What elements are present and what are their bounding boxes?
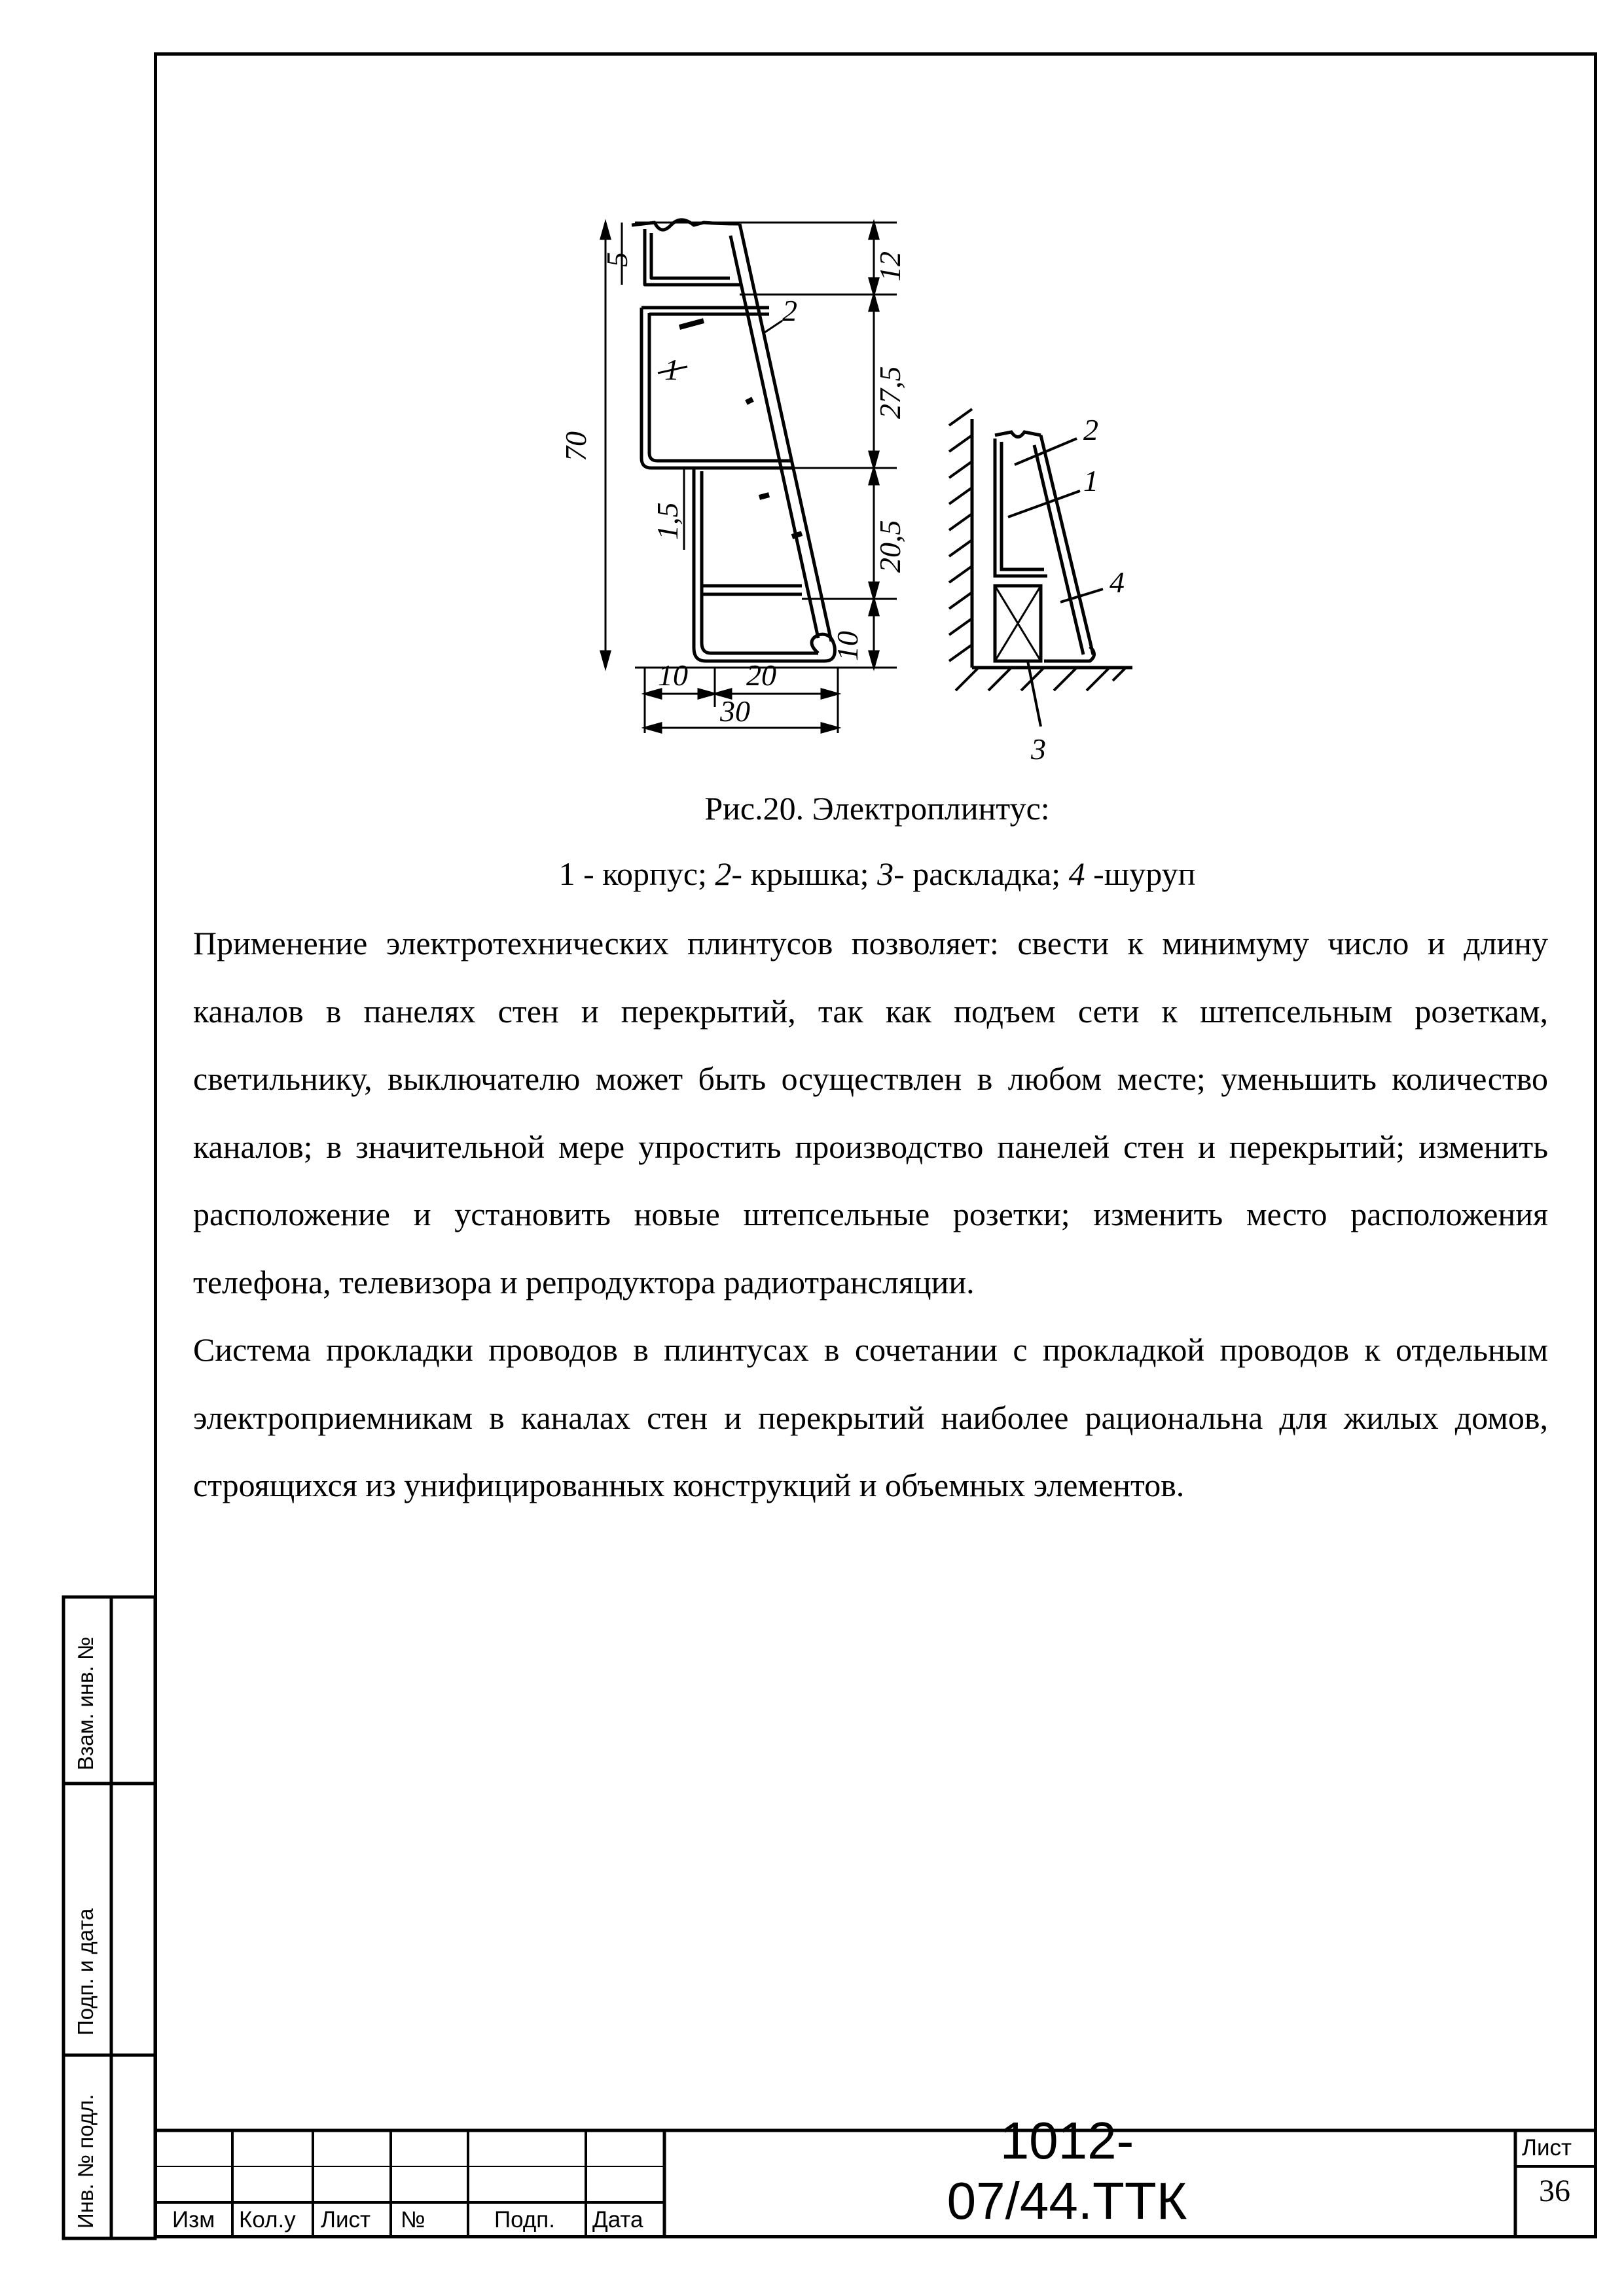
dim-12: 12 <box>873 251 907 281</box>
dim-27-5: 27,5 <box>873 366 907 419</box>
stamp-data: Дата <box>592 2207 643 2233</box>
inst-label-4: 4 <box>1110 565 1125 599</box>
dim-70: 70 <box>559 431 592 461</box>
legend-text-3: - раскладка; <box>893 855 1069 892</box>
document-code: 1012-07/44.ТТК <box>947 2111 1187 2230</box>
legend-num-2: 2 <box>715 855 732 892</box>
stamp-num: № <box>401 2207 425 2233</box>
stamp-list: Лист <box>321 2207 371 2233</box>
legend-text-2: - крышка; <box>731 855 878 892</box>
sheet-number: 36 <box>1539 2174 1570 2208</box>
legend-text-4: -шуруп <box>1085 855 1196 892</box>
legend-num-1: 1 <box>558 855 575 892</box>
legend-text-1: - корпус; <box>575 855 715 892</box>
legend-num-3: 3 <box>877 855 894 892</box>
inst-label-2: 2 <box>1083 413 1098 446</box>
stamp-izm: Изм <box>172 2207 215 2233</box>
inst-label-3: 3 <box>1031 732 1046 766</box>
paragraph-2: Система прокладки проводов в плинтусах в сочетании с прокладкой проводов к отдельным электроприемникам в каналах стен и перекрытий наиболее рациональна для жилых домов, строящихся из унифицированных конструкций и объемных элементов. <box>193 1331 1548 1503</box>
dim-20-horizontal: 20 <box>746 658 776 692</box>
dim-10-vertical: 10 <box>831 631 864 661</box>
dim-5: 5 <box>600 252 634 267</box>
inst-label-1: 1 <box>1083 464 1098 497</box>
dim-1-5: 1,5 <box>651 502 684 540</box>
part-label-1: 1 <box>664 353 679 386</box>
side-label-inv-podl: Инв. № подл. <box>73 2094 98 2229</box>
stamp-kol: Кол.у <box>239 2207 296 2233</box>
dim-30-horizontal: 30 <box>720 694 750 728</box>
legend-num-4: 4 <box>1068 855 1085 892</box>
figure-caption-title: Рис.20. Электроплинтус: <box>704 790 1050 827</box>
dim-10-horizontal: 10 <box>658 658 688 692</box>
part-label-2: 2 <box>782 294 797 327</box>
side-label-podp-data: Подп. и дата <box>73 1908 98 2036</box>
side-label-vzam-inv: Взам. инв. № <box>73 1636 98 1770</box>
stamp-podp: Подп. <box>494 2207 555 2233</box>
stamp-sheet-label: Лист <box>1522 2135 1572 2161</box>
dim-20-5: 20,5 <box>873 520 907 573</box>
paragraph-1: Применение электротехнических плинтусов позволяет: свести к минимуму число и длину каналов в панелях стен и перекрытий, так как подъем сети к штепсельным розеткам, светильнику, выключателю может быть осуществлен в любом месте; уменьшить количество каналов; в значительной мере упростить производство панелей стен и перекрытий; изменить расположение и установить новые штепсельные розетки; изменить место расположения телефона, телевизора и репродуктора радиотрансляции. <box>193 925 1548 1300</box>
